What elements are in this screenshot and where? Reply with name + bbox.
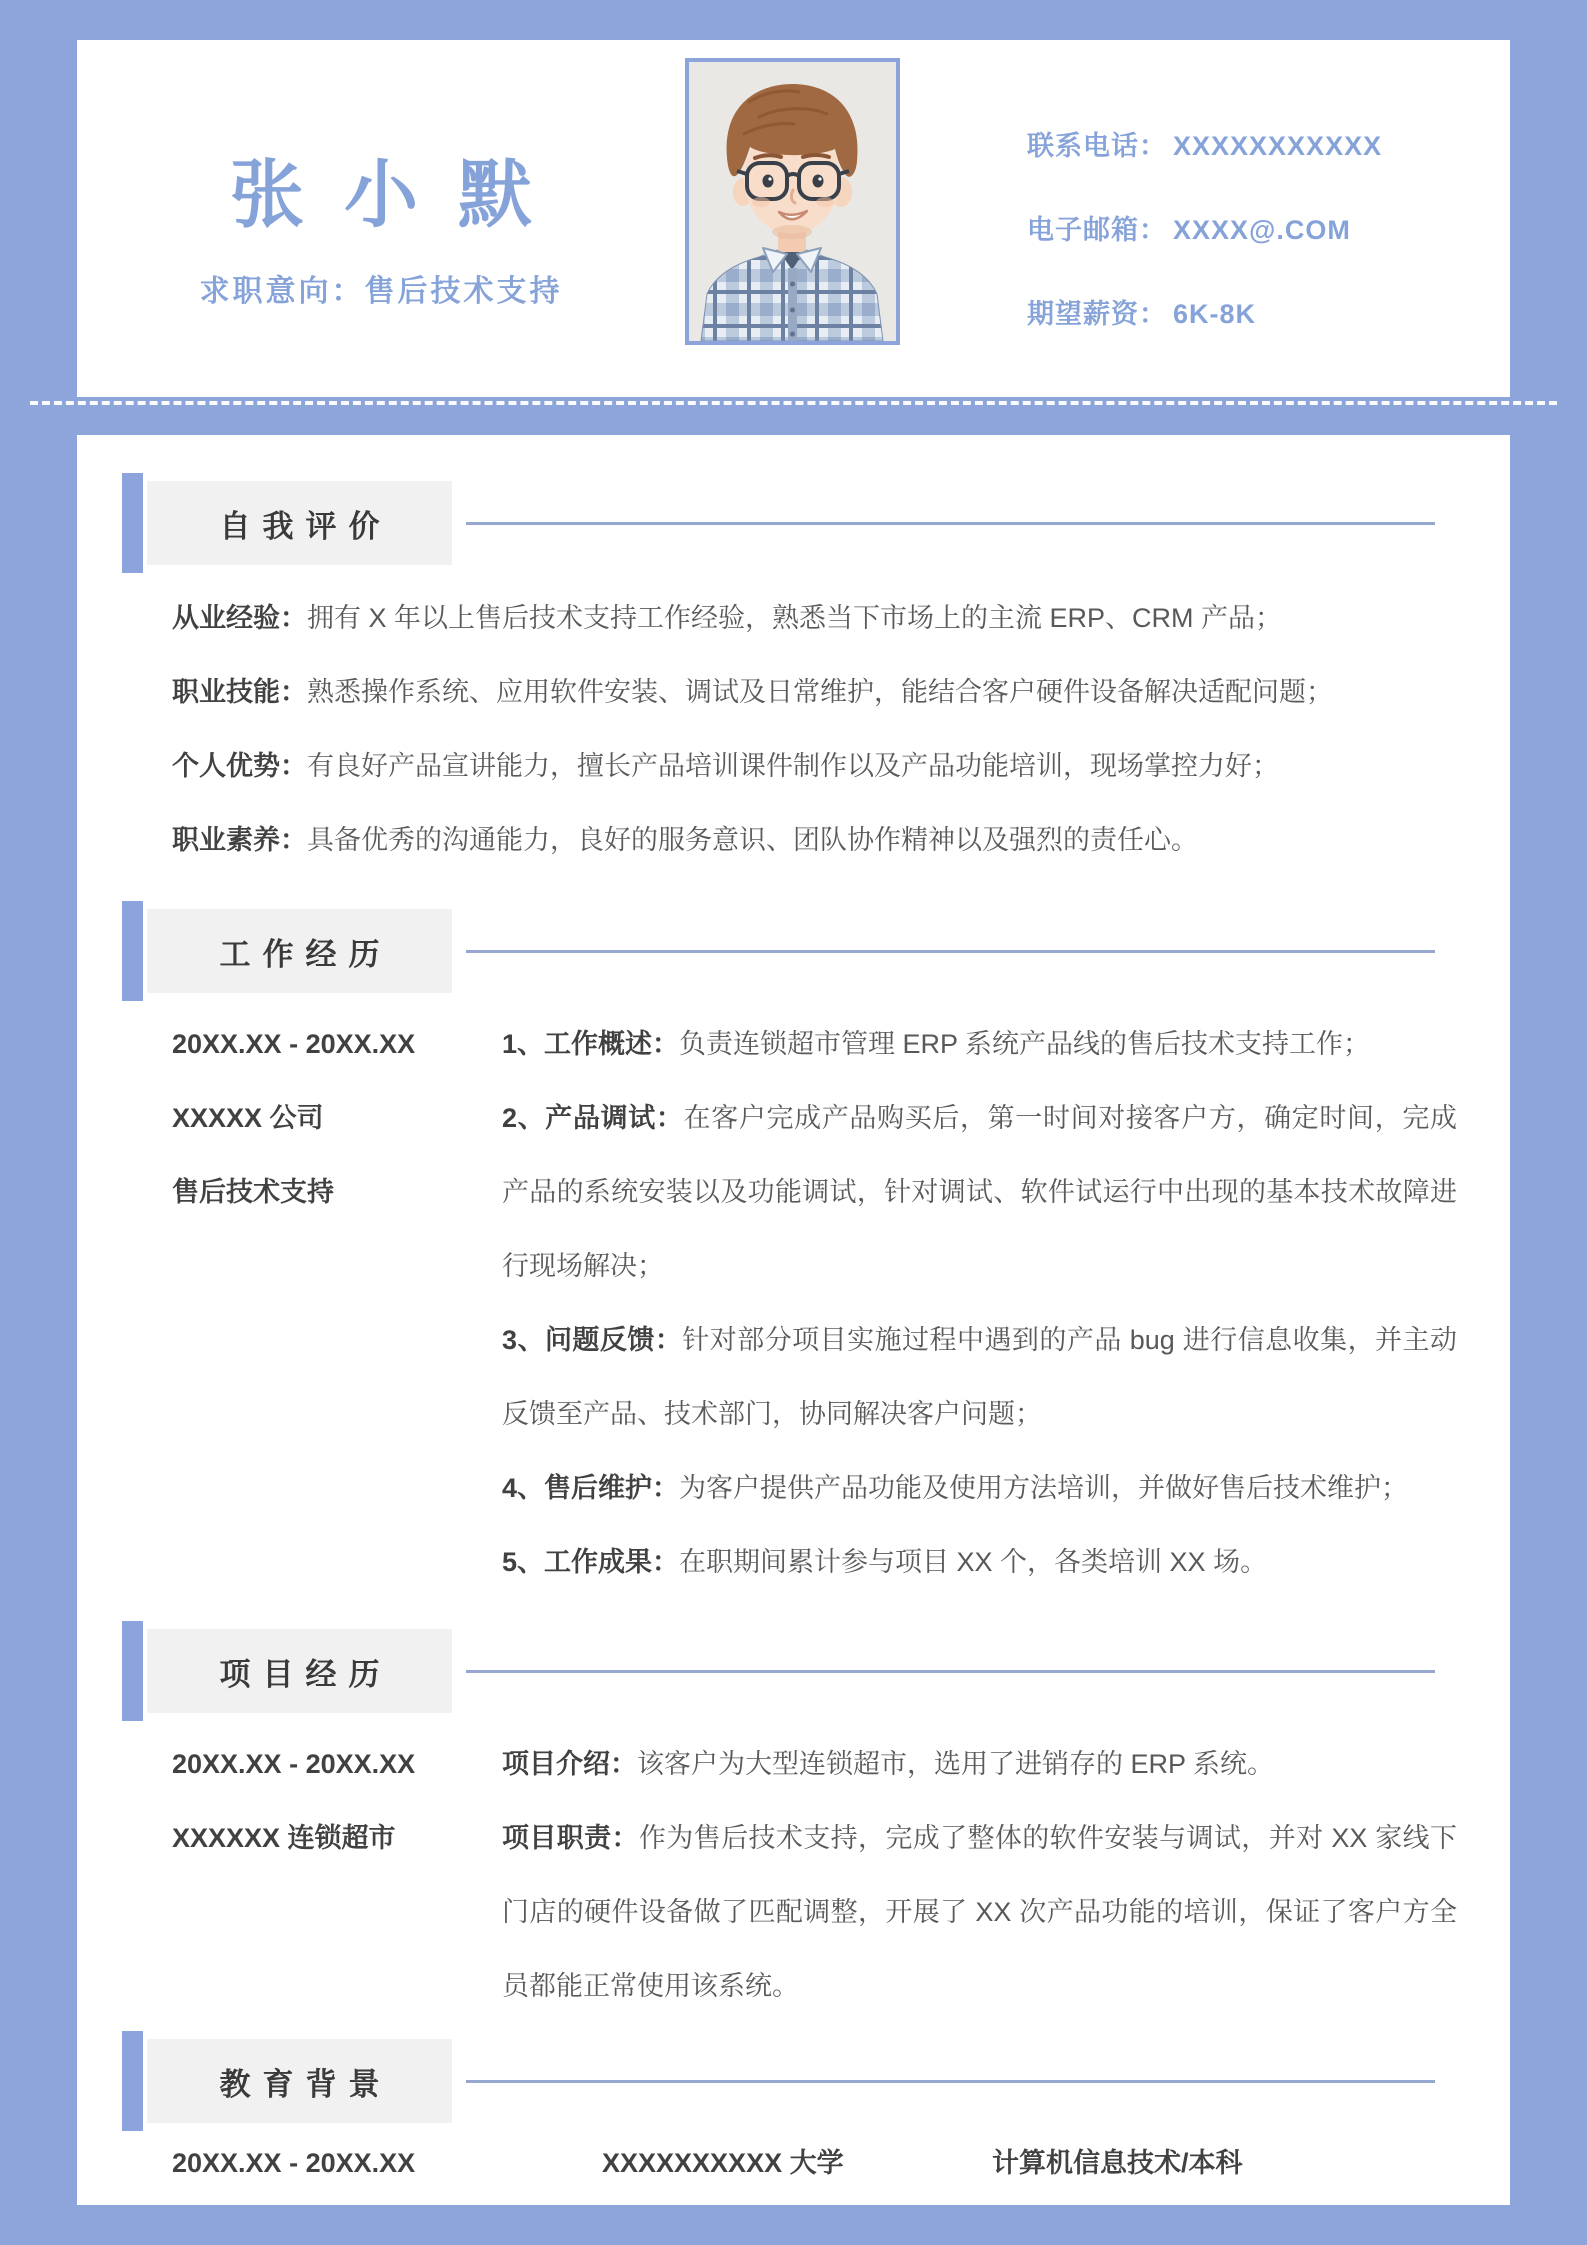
section-title-box xyxy=(147,2039,452,2123)
self-evaluation-item: 个人优势：有良好产品宣讲能力，擅长产品培训课件制作以及产品功能培训，现场掌控力好； xyxy=(172,751,1279,781)
section-divider-line xyxy=(466,950,1435,953)
work-detail-item: 1、工作概述：负责连锁超市管理 ERP 系统产品线的售后技术支持工作； xyxy=(502,1029,1371,1059)
profile-photo-illustration xyxy=(685,58,900,345)
section-title-box xyxy=(147,481,452,565)
job-intent xyxy=(200,266,563,310)
project-client: XXXXXX 连锁超市 xyxy=(172,1823,396,1853)
section-title: 项目经历 xyxy=(219,1656,392,1692)
section-title: 自我评价 xyxy=(219,508,392,544)
work-period: 20XX.XX - 20XX.XX xyxy=(172,1029,416,1059)
contact-phone xyxy=(1027,132,1382,160)
dashed-divider xyxy=(30,401,1557,405)
section-title: 教育背景 xyxy=(219,2066,392,2102)
section-accent-bar xyxy=(122,1621,143,1721)
section-accent-bar xyxy=(122,901,143,1001)
section-accent-bar xyxy=(122,473,143,573)
email-value: XXXX@.COM xyxy=(1173,215,1351,245)
project-experience-entry xyxy=(172,1727,1460,2023)
contact-block xyxy=(1027,132,1382,328)
section-title: 工作经历 xyxy=(219,936,392,972)
self-evaluation-item: 从业经验：拥有 X 年以上售后技术支持工作经验，熟悉当下市场上的主流 ERP、CRM 产品； xyxy=(172,603,1283,633)
section-title-box xyxy=(147,1629,452,1713)
candidate-name: 张小默 xyxy=(230,153,572,236)
avatar-graphic xyxy=(689,62,896,341)
contact-salary xyxy=(1027,300,1382,328)
work-experience-entry xyxy=(172,1007,1460,1599)
education-entry xyxy=(172,2141,1460,2185)
self-evaluation-list xyxy=(172,581,1460,877)
work-detail-item: 4、售后维护：为客户提供产品功能及使用方法培训，并做好售后技术维护； xyxy=(502,1473,1409,1503)
email-label: 电子邮箱： xyxy=(1027,215,1167,245)
project-detail-item: 项目职责：作为售后技术支持，完成了整体的软件安装与调试，并对 XX 家线下门店的硬件设备做了匹配调整，开展了 XX 次产品功能的培训，保证了客户方全员都能正常使用该系统。 xyxy=(502,1823,1458,2001)
work-meta-column xyxy=(172,1007,502,1599)
work-detail-item: 2、产品调试：在客户完成产品购买后，第一时间对接客户方，确定时间，完成产品的系统安装以及功能调试，针对调试、软件试运行中出现的基本技术故障进行现场解决； xyxy=(502,1103,1457,1281)
resume-body xyxy=(77,435,1510,2205)
section-accent-bar xyxy=(122,2031,143,2131)
section-header-project-experience xyxy=(122,1621,1435,1721)
identity-block xyxy=(77,40,685,397)
work-detail-item: 3、问题反馈：针对部分项目实施过程中遇到的产品 bug 进行信息收集，并主动反馈至产品、技术部门，协同解决客户问题； xyxy=(502,1325,1457,1429)
project-detail-column xyxy=(502,1727,1457,2023)
phone-label: 联系电话： xyxy=(1027,131,1167,161)
project-period: 20XX.XX - 20XX.XX xyxy=(172,1749,416,1779)
self-evaluation-item: 职业素养：具备优秀的沟通能力，良好的服务意识、团队协作精神以及强烈的责任心。 xyxy=(172,825,1198,855)
section-header-work-experience xyxy=(122,901,1435,1001)
section-title-box xyxy=(147,909,452,993)
phone-value: XXXXXXXXXXX xyxy=(1173,131,1383,161)
job-intent-label: 求职意向： xyxy=(199,275,365,308)
education-major: 计算机信息技术/本科 xyxy=(992,2148,1243,2178)
education-school: XXXXXXXXXX 大学 xyxy=(602,2148,844,2178)
section-divider-line xyxy=(466,522,1435,525)
salary-value: 6K-8K xyxy=(1173,299,1257,329)
work-detail-item: 5、工作成果：在职期间累计参与项目 XX 个，各类培训 XX 场。 xyxy=(502,1547,1268,1577)
self-evaluation-item: 职业技能：熟悉操作系统、应用软件安装、调试及日常维护，能结合客户硬件设备解决适配问题； xyxy=(172,677,1333,707)
work-position: 售后技术支持 xyxy=(172,1177,334,1207)
project-detail-item: 项目介绍：该客户为大型连锁超市，选用了进销存的 ERP 系统。 xyxy=(502,1749,1275,1779)
section-header-self-evaluation xyxy=(122,473,1435,573)
section-divider-line xyxy=(466,1670,1435,1673)
contact-email xyxy=(1027,216,1382,244)
education-period: 20XX.XX - 20XX.XX xyxy=(172,2148,416,2178)
section-divider-line xyxy=(466,2080,1435,2083)
job-intent-value: 售后技术支持 xyxy=(364,275,563,308)
salary-label: 期望薪资： xyxy=(1027,299,1167,329)
work-company: XXXXX 公司 xyxy=(172,1103,324,1133)
project-meta-column xyxy=(172,1727,502,2023)
section-header-education xyxy=(122,2031,1435,2131)
header-card xyxy=(77,40,1510,397)
work-detail-column xyxy=(502,1007,1457,1599)
